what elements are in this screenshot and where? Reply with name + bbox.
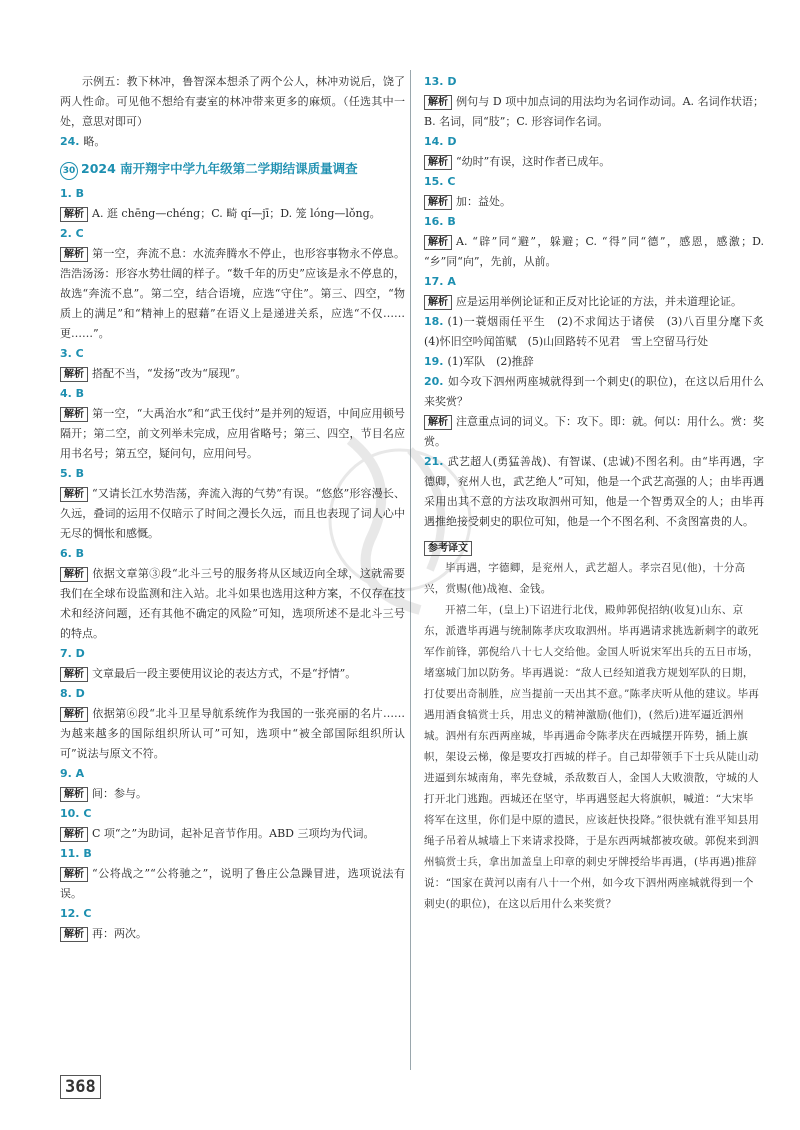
analysis-tag: 解析 (60, 367, 88, 382)
question-number: 7. D (60, 647, 85, 660)
analysis-tag: 解析 (60, 827, 88, 842)
question-number: 20. (424, 375, 444, 388)
answer-text: 如今攻下泗州两座城就得到一个刺史(的职位)，在这以后用什么来奖赏？ (424, 375, 764, 408)
analysis-tag: 解析 (424, 195, 452, 210)
analysis-text: 应是运用举例论证和正反对比论证的方法，并未道理论证。 (456, 295, 742, 308)
analysis-tag: 解析 (424, 155, 452, 170)
question-number: 5. B (60, 467, 85, 480)
analysis-tag: 解析 (60, 487, 88, 502)
analysis-tag: 解析 (60, 667, 88, 682)
analysis-text: 注意重点词的词义。下：攻下。即：就。何以：用什么。赏：奖赏。 (424, 415, 764, 448)
analysis-tag: 解析 (60, 707, 88, 722)
answer-item (60, 644, 405, 684)
section-number-badge: 30 (60, 162, 78, 180)
translation-paragraph: 毕再遇，字德卿，是兖州人，武艺超人。孝宗召见(他)，十分高兴，赏赐(他)战袍、金钱。 (424, 562, 746, 595)
analysis-text: 文章最后一段主要使用议论的表达方式，不是“抒情”。 (92, 667, 357, 680)
section-title (60, 158, 405, 180)
answer-text: (1)一蓑烟雨任平生 (2)不求闻达于诸侯 (3)八百里分麾下炙 (4)怀旧空吟闻笛赋 (5)山回路转不见君 雪上空留马行处 (424, 315, 775, 348)
answer-item (60, 764, 405, 804)
translation-paragraph: 开禧二年，(皇上)下诏进行北伐，殿帅郭倪招纳(收复)山东、京东，派遣毕再遇与统制陈孝庆攻取泗州。毕再遇请求挑选新刺字的敢死军作前锋，郭倪给八十七人交给他。金国人听说宋军出兵的五日市场，堵塞城门加以防务。毕再遇说：“敌人已经知道我方规划军队的日期，打仗要出奇制胜，应当提前一天出其不意。”陈孝庆听从他的建议。毕再遇用酒食犒赏士兵，用忠义的精神激励(他们)，(然后)进军逼近泗州城。泗州有东西两座城，毕再遇命令陈孝庆在西城摆开阵势，插上旗帜，架设云梯，像是要攻打西城的样子。自己却带领手下士兵从陡山动进逼到东城南角，率先登城，杀敌数百人，金国人大败溃散，守城的人打开北门逃跑。西城还在坚守，毕再遇竖起大将旗帜，喊道：“大宋毕将军在这里，你们是中原的遗民，应该赶快投降。”很快就有淮平知县用绳子吊着从城墙上下来请求投降，于是东西两城都被攻破。郭倪来到泗州犒赏士兵，拿出加盖皇上印章的刺史牙牌授给毕再遇，(毕再遇)推辞说：“国家在黄河以南有八十一个州，如今攻下泗州两座城就得到一个刺史(的职位)，在这以后用什么来奖赏？ (424, 604, 760, 910)
answer-item (60, 904, 405, 944)
analysis-text: “公将战之”“公将驰之”，说明了鲁庄公急躁冒进，选项说法有误。 (60, 867, 405, 900)
answer-item (60, 464, 405, 544)
column-divider (410, 70, 411, 1070)
analysis-tag: 解析 (424, 235, 452, 250)
analysis-text: A. 逛 chēng—chéng；C. 畸 qí—jī；D. 笼 lóng—lǒng。 (92, 207, 381, 220)
question-number: 21. (424, 455, 444, 468)
question-number: 4. B (60, 387, 85, 400)
question-number: 2. C (60, 227, 84, 240)
answer-text: (1)军队 (2)推辞 (447, 355, 534, 368)
answer-item (424, 452, 764, 532)
question-number: 13. D (424, 75, 457, 88)
analysis-tag: 解析 (60, 867, 88, 882)
analysis-tag: 解析 (60, 407, 88, 422)
analysis-text: C 项“之”为助词，起补足音节作用。ABD 三项均为代词。 (92, 827, 375, 840)
page-number: 368 (60, 1075, 101, 1099)
answer-item (424, 352, 764, 372)
answer-item (424, 372, 764, 452)
question-number: 8. D (60, 687, 85, 700)
answer-item (60, 344, 405, 384)
question-number: 10. C (60, 807, 92, 820)
answer-item (60, 544, 405, 644)
section-title-text: 2024 南开翔宇中学九年级第二学期结课质量调查 (81, 161, 358, 176)
question-number: 17. A (424, 275, 456, 288)
analysis-tag: 解析 (424, 95, 452, 110)
answer-item (60, 224, 405, 344)
analysis-text: 再：两次。 (92, 927, 147, 940)
analysis-text: 例句与 D 项中加点词的用法均为名词作动词。A. 名词作状语；B. 名词，同“肢”；C. 形容词作名词。 (424, 95, 764, 128)
analysis-text: “幼时”有误，这时作者已成年。 (456, 155, 611, 168)
analysis-text: 搭配不当，“发扬”改为“展现”。 (92, 367, 247, 380)
reference-tag: 参考译文 (424, 541, 472, 556)
analysis-text: 第一空，奔流不息：水流奔腾水不停止，也形容事物永不停息。浩浩汤汤：形容水势壮阔的样子。“数千年的历史”应该是永不停息的，故选“奔流不息”。第二空，结合语境，应选“守住”。第三、四空，“物质上的满足”和“精神上的慰藉”在语义上是递进关系，应选“不仅……更……”。 (60, 247, 405, 340)
answer-item (424, 312, 775, 352)
analysis-text: 依据文章第③段“北斗三号的服务将从区域迈向全球，这就需要我们在全球布设监测和注入站。北斗如果也选用这种方案，不仅存在技术和经济问题，还有其他不确定的风险”可知，选项所述不是北斗三号的特点。 (60, 567, 405, 640)
answer-item (424, 132, 764, 172)
answer-item (424, 212, 764, 272)
answer-item (424, 172, 764, 212)
answer-item (60, 384, 405, 464)
analysis-text: 第一空，“大禹治水”和“武王伐纣”是并列的短语，中间应用顿号隔开；第二空，前文列举未完成，应用省略号；第三、四空，节目名应用书名号；第五空，疑问句，应用问号。 (60, 407, 405, 460)
answer-item (60, 684, 405, 764)
intro-paragraph: 示例五：教下林冲，鲁智深本想杀了两个公人，林冲劝说后，饶了两人性命。可见他不想给有妻室的林冲带来更多的麻烦。（任选其中一处，意思对即可） (60, 75, 405, 128)
question-number: 9. A (60, 767, 85, 780)
analysis-tag: 解析 (60, 247, 88, 262)
analysis-tag: 解析 (60, 787, 88, 802)
analysis-text: A. “辟”同“避”，躲避；C. “得”同“德”，感恩，感激；D. “乡”同“向”，先前，从前。 (424, 235, 764, 268)
question-number: 1. B (60, 187, 85, 200)
question-number: 16. B (424, 215, 456, 228)
question-number: 14. D (424, 135, 457, 148)
answer-list-left (60, 184, 405, 944)
question-number: 3. C (60, 347, 84, 360)
question-number: 6. B (60, 547, 85, 560)
reference-translation (424, 538, 764, 915)
answer-item (60, 844, 405, 904)
question-number: 12. C (60, 907, 92, 920)
analysis-tag: 解析 (60, 207, 88, 222)
answer-item (424, 72, 764, 132)
question-number: 24. 略。 (60, 135, 106, 148)
left-column (60, 72, 405, 944)
question-number: 19. (424, 355, 444, 368)
question-number: 11. B (60, 847, 92, 860)
answer-item (424, 272, 764, 312)
analysis-text: 加：益处。 (456, 195, 511, 208)
analysis-tag: 解析 (424, 295, 452, 310)
answer-text: 武艺超人(勇猛善战)、有智谋、(忠诚)不图名利。由“毕再遇，字德卿，兖州人也，武艺绝人”可知，他是一个武艺高强的人；由毕再遇采用出其不意的方法攻取泗州可知，他是一个智勇双全的人；由毕再遇推绝接受刺史的职位可知，他是一个不图名利、不贪图富贵的人。 (424, 455, 764, 528)
analysis-tag: 解析 (60, 927, 88, 942)
analysis-tag: 解析 (424, 415, 452, 430)
analysis-tag: 解析 (60, 567, 88, 582)
right-column (424, 72, 775, 915)
question-number: 18. (424, 315, 444, 328)
analysis-text: 间：参与。 (92, 787, 147, 800)
analysis-text: “又请长江水势浩荡，奔流入海的气势”有误。“悠悠”形容漫长、久远，叠词的运用不仅暗示了时间之漫长久远，而且也表现了词人心中无尽的惆怅和感慨。 (60, 487, 405, 540)
question-number: 15. C (424, 175, 456, 188)
analysis-text: 依据第⑥段“北斗卫星导航系统作为我国的一张亮丽的名片……为越来越多的国际组织所认可”可知，选项中“被全部国际组织所认可”说法与原文不符。 (60, 707, 405, 760)
answer-item (60, 184, 405, 224)
answer-item (60, 804, 405, 844)
